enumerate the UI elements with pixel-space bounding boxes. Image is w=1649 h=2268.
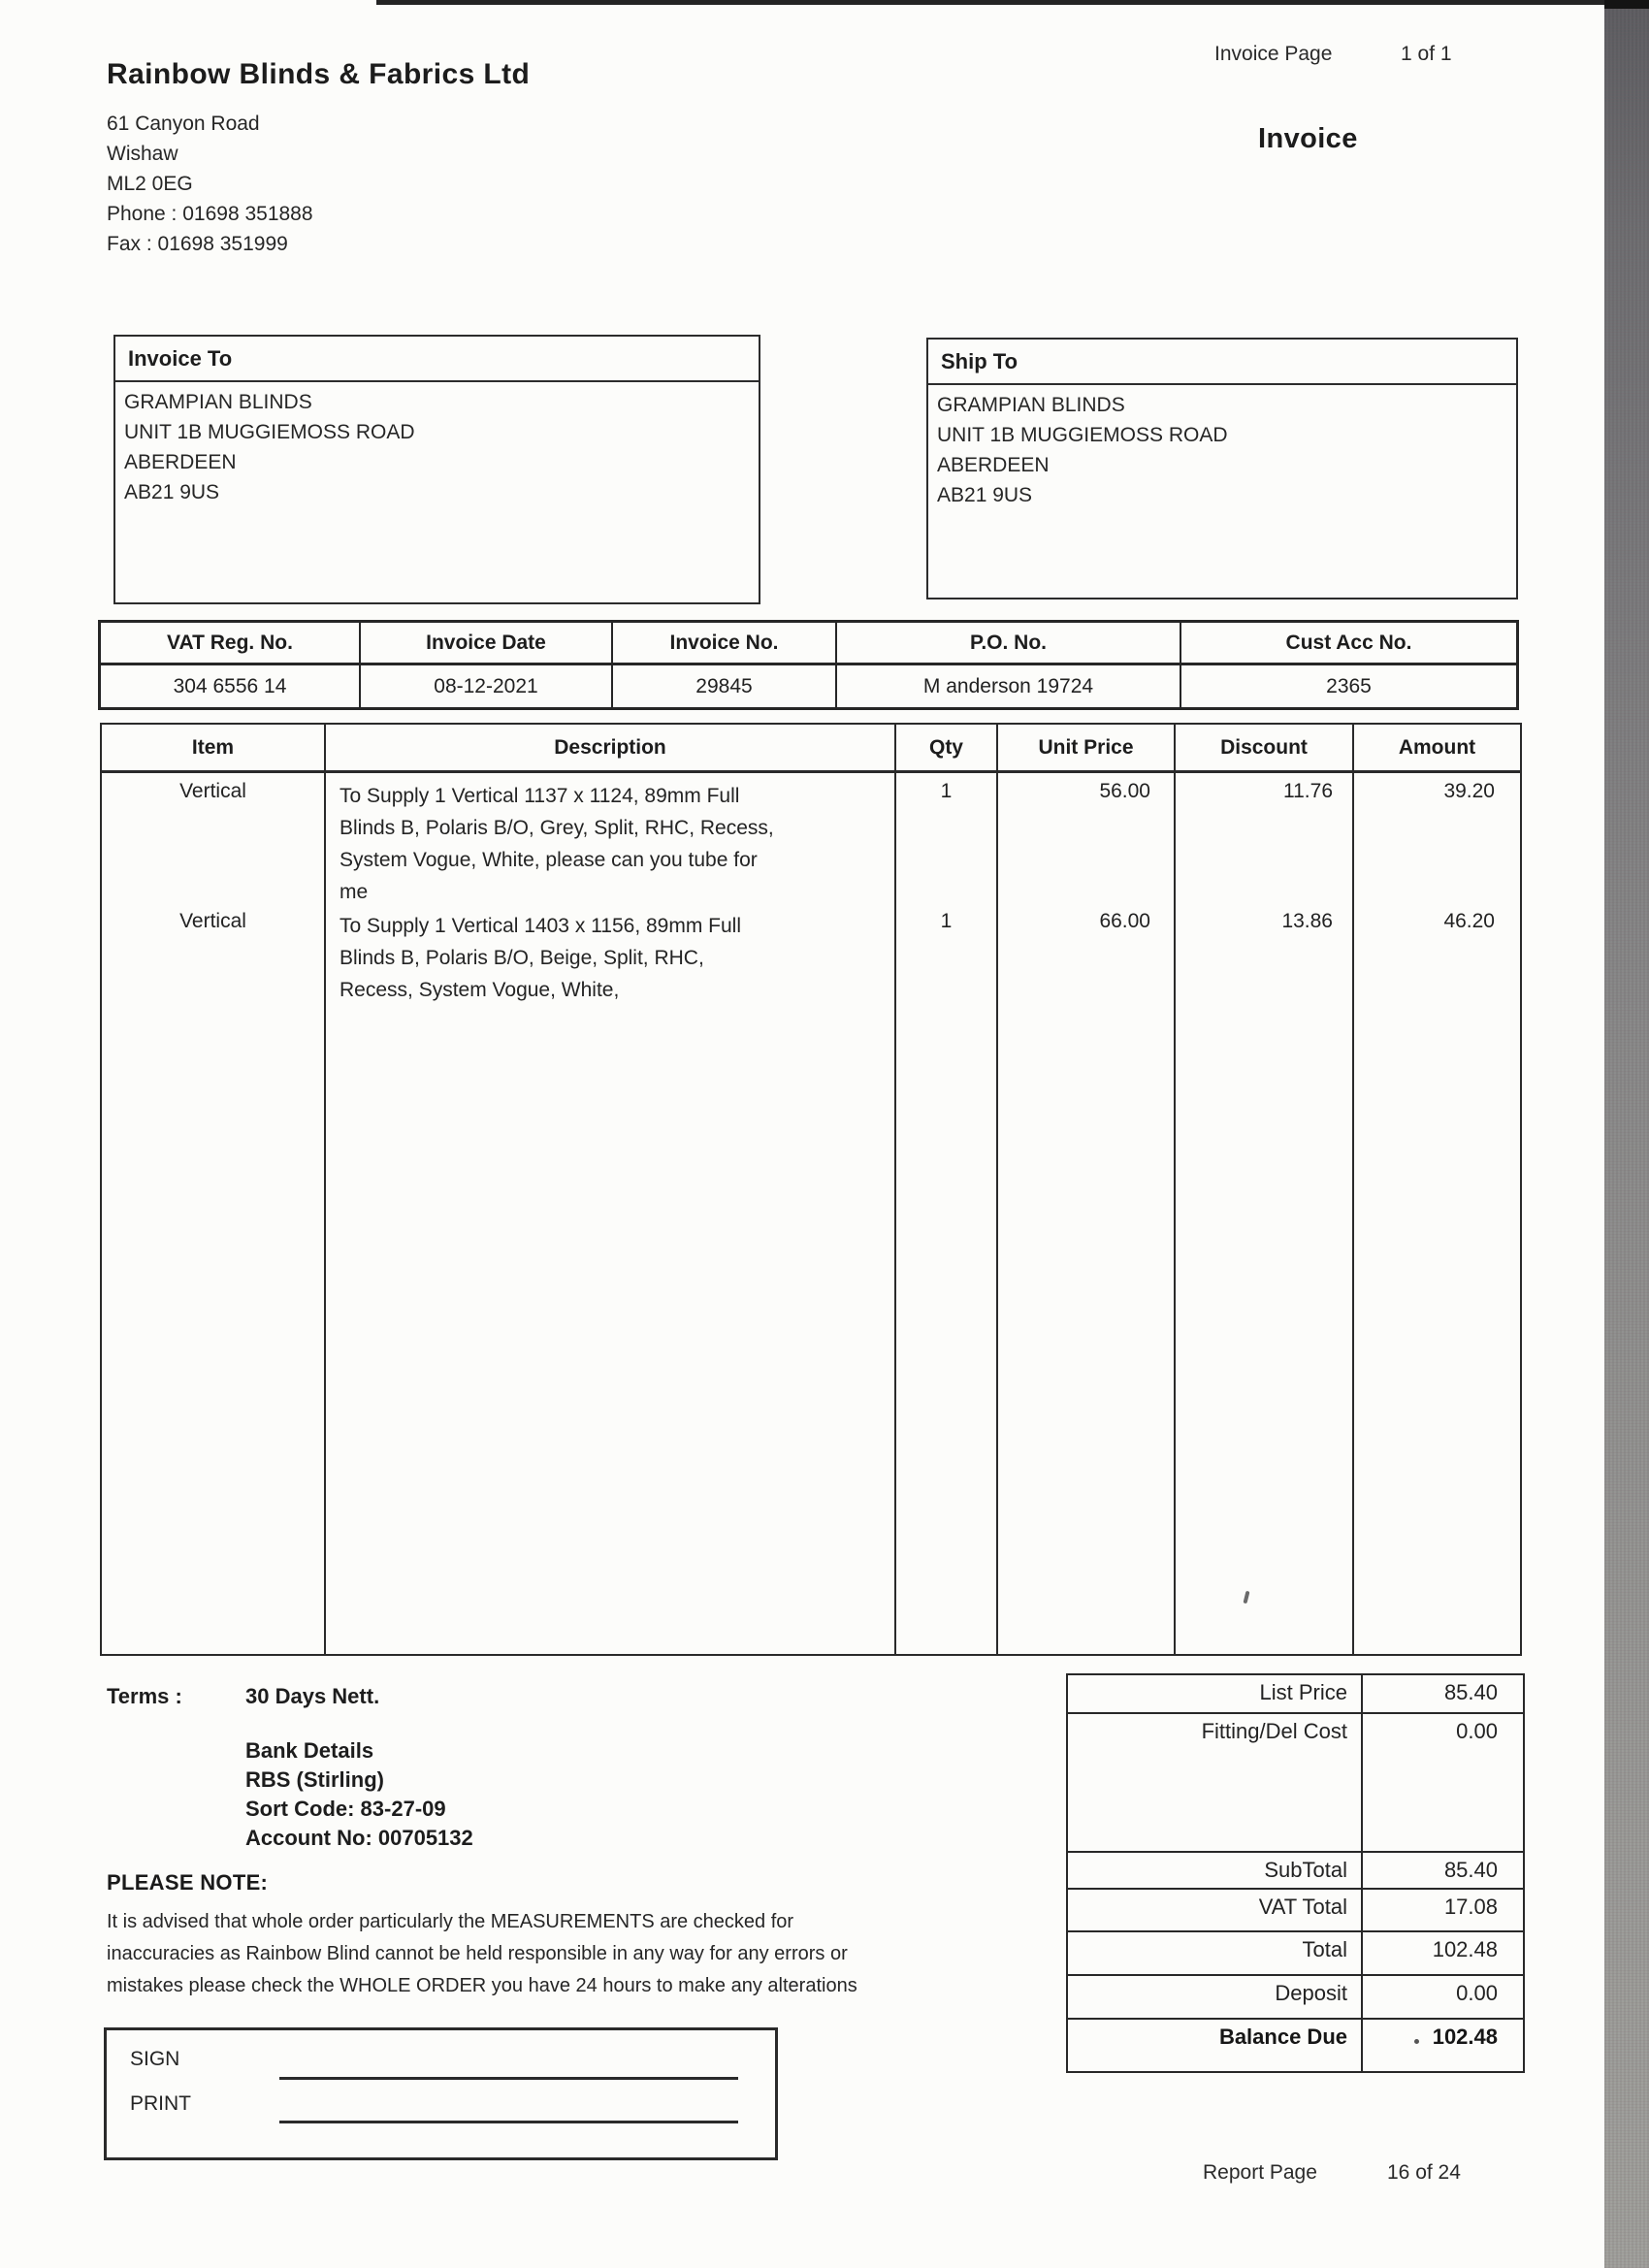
terms-label: Terms : [107,1684,182,1708]
item-column [102,773,326,1654]
meta-value-row [101,665,1516,707]
fitting-del-cost-row [1068,1714,1523,1853]
cust-acc-header: Cust Acc No. [1285,631,1412,654]
description-cell-row1: To Supply 1 Vertical 1137 x 1124, 89mm Full Blinds B, Polaris B/O, Grey, Split, RHC, Recess, System Vogue, White, please can you tube for me [340,785,774,903]
scanner-background-band [1604,0,1649,2268]
total-label: Total [1302,1937,1347,1961]
company-name: Rainbow Blinds & Fabrics Ltd [107,58,531,90]
amount-cell-row1: 39.20 [1443,780,1495,802]
ship-to-title: Ship To [928,340,1516,385]
discount-cell-row1: 11.76 [1283,780,1333,802]
subtotal-row [1068,1853,1523,1890]
discount-column-header: Discount [1176,725,1354,770]
invoice-page-number: 1 of 1 [1401,43,1452,65]
list-price-row [1068,1675,1523,1714]
qty-cell-row1: 1 [940,780,953,802]
items-header-row [102,725,1520,773]
total-row [1068,1932,1523,1976]
fitting-del-cost-value: 0.00 [1361,1714,1523,1851]
list-price-value: 85.40 [1361,1675,1523,1712]
print-line [279,2121,738,2123]
balance-due-label: Balance Due [1218,2025,1347,2049]
list-price-label: List Price [1259,1680,1347,1704]
unit-price-column-header: Unit Price [998,725,1176,770]
description-column-header: Description [326,725,896,770]
deposit-label: Deposit [1275,1981,1347,2005]
ship-to-address: GRAMPIAN BLINDS UNIT 1B MUGGIEMOSS ROAD ABERDEEN AB21 9US [937,394,1228,506]
document-title: Invoice [1258,123,1358,154]
fitting-del-cost-label: Fitting/Del Cost [1201,1719,1347,1743]
company-address: 61 Canyon Road Wishaw ML2 0EG Phone : 01698 351888 Fax : 01698 351999 [107,113,313,255]
invoice-date-value: 08-12-2021 [361,665,613,707]
unit-price-column [998,773,1176,1654]
amount-column-header: Amount [1398,735,1476,759]
vat-reg-value: 304 6556 14 [101,665,361,707]
scanner-background-band-top [1604,0,1649,9]
balance-due-value: 102.48 [1361,2020,1523,2071]
deposit-row [1068,1976,1523,2020]
item-cell-row1: Vertical [179,780,246,802]
scan-edge-line [376,0,1604,5]
total-value: 102.48 [1361,1932,1523,1974]
discount-column [1176,773,1354,1654]
invoice-to-box [113,335,760,604]
meta-header-row [101,623,1516,665]
vat-total-label: VAT Total [1258,1895,1347,1919]
report-page-value: 16 of 24 [1387,2161,1461,2184]
invoice-no-value: 29845 [613,665,837,707]
po-no-header: P.O. No. [837,623,1181,663]
invoice-meta-table [98,620,1519,710]
vat-total-row [1068,1890,1523,1932]
balance-due-row [1068,2020,1523,2071]
invoice-date-header: Invoice Date [361,623,613,663]
signature-box [104,2027,778,2160]
ship-to-box [926,338,1518,599]
subtotal-value: 85.40 [1361,1853,1523,1888]
deposit-value: 0.00 [1361,1976,1523,2018]
sign-label: SIGN [130,2048,180,2070]
subtotal-label: SubTotal [1264,1858,1347,1882]
report-page-label: Report Page [1203,2161,1317,2184]
description-column [326,773,896,1654]
terms-value: 30 Days Nett. [245,1684,380,1708]
items-body [102,773,1520,1654]
po-no-value: M anderson 19724 [837,665,1181,707]
item-cell-row2: Vertical [179,910,246,932]
cust-acc-value: 2365 [1326,674,1372,697]
please-note-heading: PLEASE NOTE: [107,1870,269,1895]
vat-reg-header: VAT Reg. No. [101,623,361,663]
invoice-no-header: Invoice No. [613,623,837,663]
qty-column [896,773,998,1654]
sign-line [279,2077,738,2080]
totals-table [1066,1673,1525,2073]
unit-price-cell-row2: 66.00 [1099,910,1150,932]
discount-cell-row2: 13.86 [1281,910,1333,932]
bank-details: Bank Details RBS (Stirling) Sort Code: 83-27-09 Account No: 00705132 [245,1738,473,1850]
amount-cell-row2: 46.20 [1443,910,1495,932]
invoice-to-title: Invoice To [115,337,759,382]
item-column-header: Item [102,725,326,770]
vat-total-value: 17.08 [1361,1890,1523,1930]
items-table [100,723,1522,1656]
invoice-to-address: GRAMPIAN BLINDS UNIT 1B MUGGIEMOSS ROAD ABERDEEN AB21 9US [124,391,415,503]
amount-column [1354,773,1520,1654]
please-note-text: It is advised that whole order particularly the MEASUREMENTS are checked for inaccuracies as Rainbow Blind cannot be held responsible in any way for any errors or mistakes please check the WHOLE ORDER you have 24 hours to make any alterations [107,1911,857,1996]
qty-column-header: Qty [896,725,998,770]
invoice-page-label: Invoice Page [1214,43,1333,65]
print-label: PRINT [130,2092,191,2115]
unit-price-cell-row1: 56.00 [1099,780,1150,802]
description-cell-row2: To Supply 1 Vertical 1403 x 1156, 89mm Full Blinds B, Polaris B/O, Beige, Split, RHC, Recess, System Vogue, White, [340,915,742,1001]
qty-cell-row2: 1 [940,910,953,932]
